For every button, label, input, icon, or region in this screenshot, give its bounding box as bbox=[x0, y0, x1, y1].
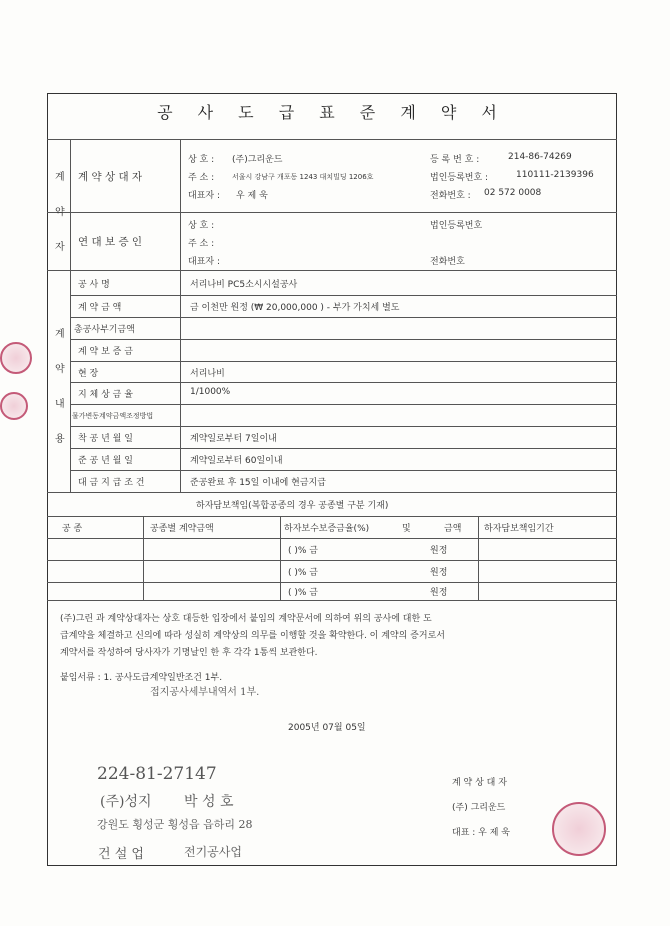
row-label-site: 현 장 bbox=[78, 369, 99, 379]
warranty-header: 공 종 bbox=[62, 524, 83, 534]
document-title: 공 사 도 급 표 준 계 약 서 bbox=[157, 103, 507, 122]
contract-group-char: 약 bbox=[55, 364, 65, 375]
warranty-header: 하자보수보증금율(%) bbox=[284, 524, 370, 534]
seal-stamp-icon bbox=[0, 342, 32, 374]
warranty-unit: 원정 bbox=[430, 588, 448, 598]
rule bbox=[70, 426, 617, 427]
rule bbox=[70, 139, 71, 492]
rule bbox=[70, 382, 617, 383]
contractor-phone-label: 전화번호 : bbox=[430, 191, 471, 201]
row-value-amount: 금 이천만 원정 (₩ 20,000,000 ) - 부가 가치세 별도 bbox=[190, 303, 400, 313]
contractor-address-label: 주 소 : bbox=[188, 173, 215, 183]
row-label-adjust: 물가변동계약금액조정방법 bbox=[72, 412, 154, 420]
contract-group-char: 계 bbox=[55, 329, 65, 340]
row-value-penalty: 1/1000% bbox=[190, 387, 231, 397]
row-label-penalty: 지 체 상 금 율 bbox=[78, 390, 133, 400]
rule bbox=[47, 600, 617, 601]
body-line: (주)그린 과 계약상대자는 상호 대등한 입장에서 붙임의 계약문서에 의하여 위의 공사에 대한 도 bbox=[60, 614, 432, 624]
stamp-reg-no: 224-81-27147 bbox=[97, 764, 217, 784]
contractor-rep-label: 대표자 : bbox=[188, 191, 220, 201]
body-line: 급계약을 체결하고 신의에 따라 성실히 계약상의 의무를 이행할 것을 확약한다. 이 계약의 증거로서 bbox=[60, 631, 445, 641]
stamp-trade: 건 설 업 bbox=[98, 847, 144, 862]
seal-stamp-icon bbox=[0, 392, 28, 420]
warranty-unit: 원정 bbox=[430, 568, 448, 578]
contract-group-char: 내 bbox=[55, 399, 65, 410]
row-label-start: 착 공 년 월 일 bbox=[78, 434, 133, 444]
row-value-payment: 준공완료 후 15일 이내에 현금지급 bbox=[190, 478, 326, 488]
rule bbox=[47, 538, 617, 539]
parties-group-char: 약 bbox=[55, 207, 65, 218]
warranty-header: 공종별 계약금액 bbox=[150, 524, 214, 534]
parties-group-char: 자 bbox=[55, 242, 65, 253]
warranty-unit: 원정 bbox=[430, 546, 448, 556]
warranty-pct: ( )% 금 bbox=[288, 588, 318, 598]
contractor-label: 계 약 상 대 자 bbox=[78, 171, 143, 183]
rule bbox=[47, 270, 617, 271]
warranty-header: 하자담보책임기간 bbox=[484, 524, 554, 534]
warranty-header: 및 bbox=[402, 524, 411, 534]
guarantor-rep-label: 대표자 : bbox=[188, 257, 220, 267]
guarantor-corp-label: 법인등록번호 bbox=[430, 221, 483, 231]
attachment-handwritten: 접지공사세부내역서 1부. bbox=[150, 687, 260, 698]
contract-group-char: 용 bbox=[55, 434, 65, 445]
warranty-pct: ( )% 금 bbox=[288, 546, 318, 556]
signer-company: (주) 그리운드 bbox=[452, 803, 506, 813]
rule bbox=[47, 516, 617, 517]
rule bbox=[70, 339, 617, 340]
row-label-amount: 계 약 금 액 bbox=[78, 303, 122, 313]
stamp-name: 박 성 호 bbox=[184, 794, 234, 810]
row-label-total: 총공사부기금액 bbox=[74, 325, 135, 335]
contractor-name-label: 상 호 : bbox=[188, 155, 215, 165]
signer-rep: 대표 : 우 제 욱 bbox=[452, 828, 510, 838]
attachment: 붙임서류 : 1. 공사도급계약일반조건 1부. bbox=[60, 673, 223, 683]
contractor-rep-value: 우 제 욱 bbox=[236, 191, 268, 201]
warranty-heading: 하자담보책임(복합공종의 경우 공종별 구분 기재) bbox=[196, 501, 389, 511]
stamp-company: (주)성지 bbox=[100, 794, 152, 810]
row-value-start: 계약일로부터 7일이내 bbox=[190, 434, 277, 444]
guarantor-name-label: 상 호 : bbox=[188, 221, 215, 231]
contractor-reg-value: 214-86-74269 bbox=[508, 152, 572, 162]
rule bbox=[70, 317, 617, 318]
row-label-payment: 대 금 지 급 조 건 bbox=[78, 478, 145, 488]
contractor-reg-label: 등 록 번 호 : bbox=[430, 155, 480, 165]
rule bbox=[70, 470, 617, 471]
row-label-end: 준 공 년 월 일 bbox=[78, 456, 133, 466]
guarantor-address-label: 주 소 : bbox=[188, 239, 215, 249]
rule bbox=[47, 212, 617, 213]
contractor-phone-value: 02 572 0008 bbox=[484, 188, 542, 198]
contract-date: 2005년 07월 05일 bbox=[288, 723, 366, 733]
rule bbox=[47, 492, 617, 493]
guarantor-phone-label: 전화번호 bbox=[430, 257, 465, 267]
rule bbox=[70, 448, 617, 449]
rule bbox=[47, 139, 617, 140]
rule bbox=[70, 361, 617, 362]
contractor-corp-value: 110111-2139396 bbox=[516, 170, 594, 180]
contractor-name-value: (주)그리운드 bbox=[232, 155, 283, 165]
row-value-site: 서리나비 bbox=[190, 369, 225, 379]
rule bbox=[280, 516, 281, 600]
rule bbox=[47, 560, 617, 561]
guarantor-label: 연 대 보 증 인 bbox=[78, 236, 143, 248]
row-label-deposit: 계 약 보 증 금 bbox=[78, 347, 133, 357]
parties-group-char: 계 bbox=[55, 172, 65, 183]
row-value-project: 서리나비 PC5소시시설공사 bbox=[190, 280, 298, 290]
rule bbox=[47, 582, 617, 583]
warranty-pct: ( )% 금 bbox=[288, 568, 318, 578]
rule bbox=[70, 404, 617, 405]
stamp-address: 강원도 횡성군 횡성읍 읍하리 28 bbox=[97, 818, 253, 831]
rule bbox=[143, 516, 144, 600]
signer-label: 계 약 상 대 자 bbox=[452, 778, 507, 788]
row-label-project: 공 사 명 bbox=[78, 280, 110, 290]
contractor-corp-label: 법인등록번호 : bbox=[430, 173, 489, 183]
rule bbox=[70, 295, 617, 296]
rule bbox=[478, 516, 479, 600]
row-value-end: 계약일로부터 60일이내 bbox=[190, 456, 283, 466]
body-line: 계약서를 작성하여 당사자가 기명날인 한 후 각각 1통씩 보관한다. bbox=[60, 648, 318, 658]
stamp-trade2: 전기공사업 bbox=[184, 845, 242, 859]
contractor-address-value: 서울시 강남구 개포동 1243 대치빌딩 1206호 bbox=[232, 173, 374, 181]
rule bbox=[180, 139, 181, 492]
company-seal-icon bbox=[552, 802, 606, 856]
warranty-header: 금액 bbox=[444, 524, 462, 534]
